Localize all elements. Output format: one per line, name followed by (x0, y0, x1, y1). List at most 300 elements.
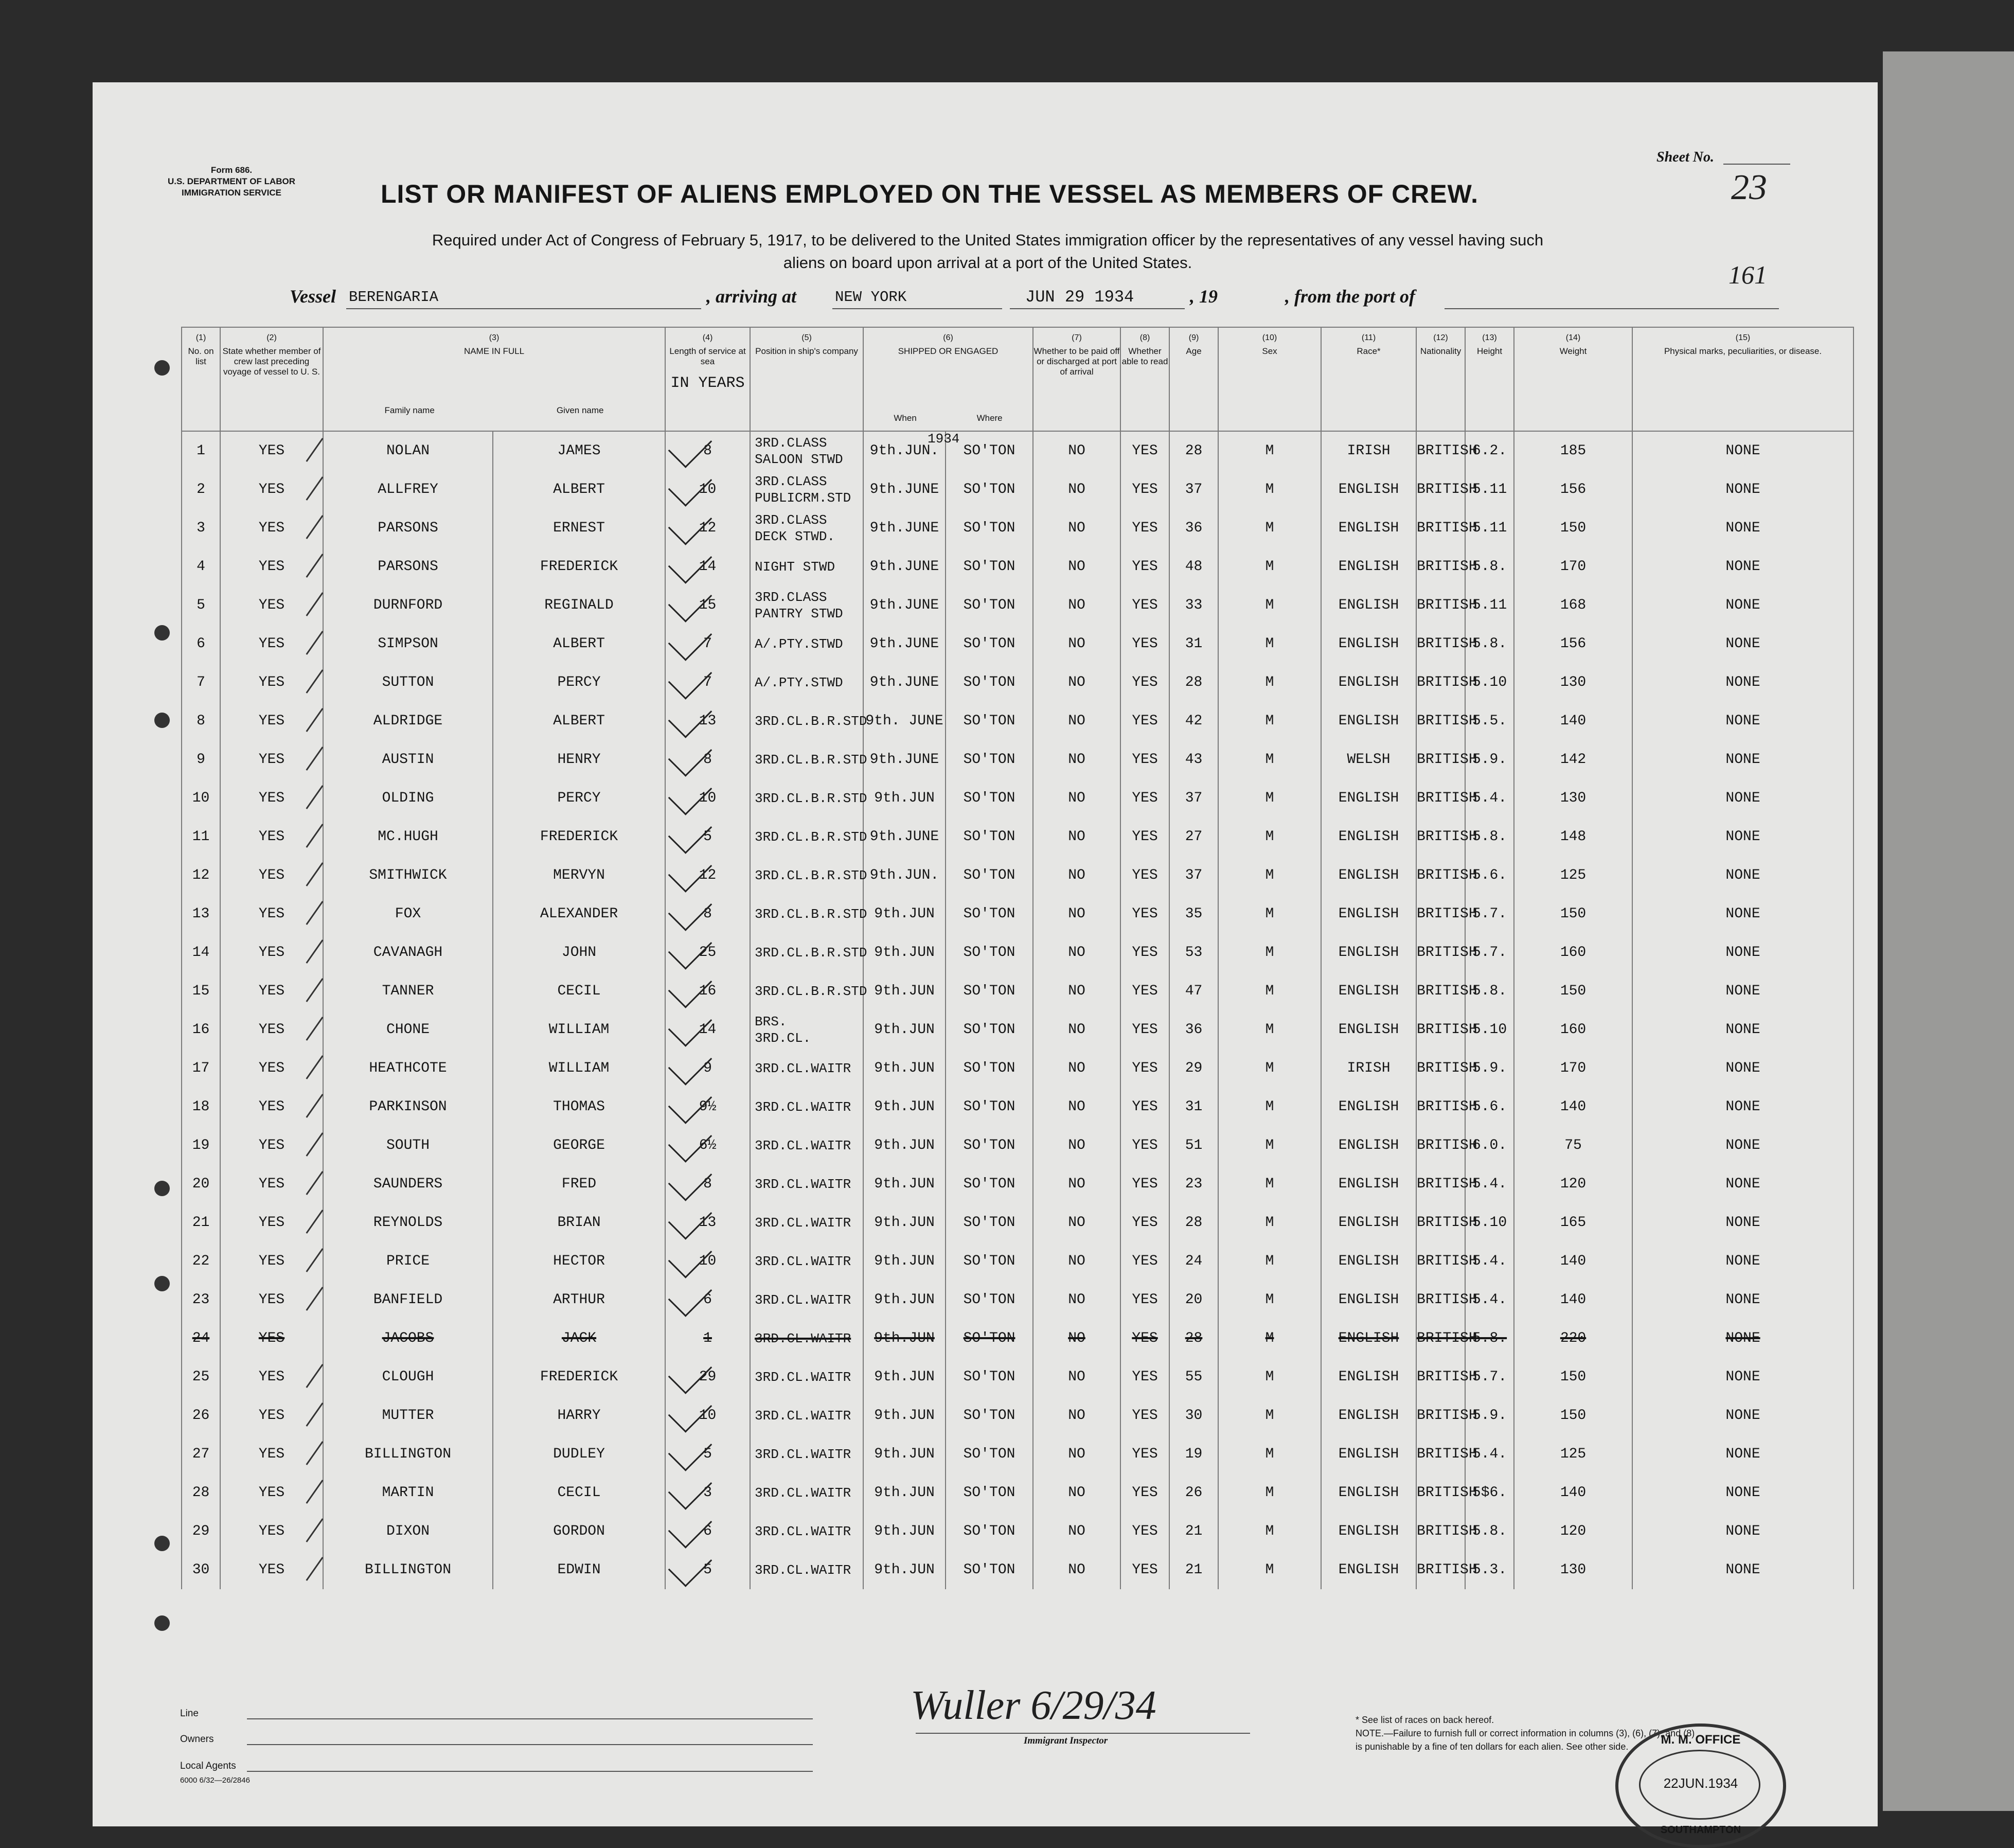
cell-able-to-read: YES (1120, 509, 1169, 547)
position-line-2: PUBLICRM.STD (755, 490, 851, 506)
cell-paid-off: NO (1033, 1010, 1120, 1049)
cell-sex: M (1218, 547, 1321, 586)
cell-weight: 168 (1514, 586, 1632, 625)
cell-given-name: ARTHUR (493, 1281, 665, 1319)
cell-previous-voyage: YES (220, 470, 323, 509)
signature-underline (916, 1733, 1250, 1734)
cell-previous-voyage: YES (220, 1165, 323, 1203)
table-row (182, 509, 1853, 547)
cell-age: 23 (1169, 1165, 1218, 1203)
cell-sex: M (1218, 1435, 1321, 1473)
cell-row-number: 25 (182, 1358, 220, 1396)
cell-shipped-when: 9th.JUNE (863, 509, 946, 547)
cell-service-years: 6 (665, 1281, 750, 1319)
cell-previous-voyage: YES (220, 779, 323, 818)
cell-weight: 130 (1514, 1551, 1632, 1589)
cell-age: 31 (1169, 1088, 1218, 1126)
table-row (182, 972, 1853, 1010)
cell-age: 42 (1169, 702, 1218, 740)
cell-weight: 142 (1514, 740, 1632, 779)
cell-shipped-when: 9th.JUN (863, 933, 946, 972)
year-label: , 19 (1190, 286, 1218, 307)
cell-row-number: 15 (182, 972, 220, 1010)
cell-position (750, 663, 863, 702)
cell-paid-off: NO (1033, 1088, 1120, 1126)
cell-height: 5.7. (1465, 1358, 1514, 1396)
cell-given-name: HARRY (493, 1396, 665, 1435)
cell-nationality: BRITISH (1416, 1435, 1465, 1473)
cell-height: 5.4. (1465, 779, 1514, 818)
cell-height: 5.3. (1465, 1551, 1514, 1589)
cell-race: ENGLISH (1321, 1551, 1416, 1589)
cell-weight: 140 (1514, 1088, 1632, 1126)
cell-able-to-read: YES (1120, 856, 1169, 895)
cell-height: 5.8. (1465, 1319, 1514, 1358)
cell-height: 5$6. (1465, 1473, 1514, 1512)
position-line-2: 3RD.CL.B.R.STD (755, 983, 867, 999)
cell-age: 27 (1169, 818, 1218, 856)
cell-family-name: ALDRIDGE (323, 702, 493, 740)
table-row (182, 625, 1853, 663)
date-underline (1010, 308, 1185, 309)
cell-row-number: 10 (182, 779, 220, 818)
cell-sex: M (1218, 1319, 1321, 1358)
cell-able-to-read: YES (1120, 702, 1169, 740)
cell-service-years: 15 (665, 586, 750, 625)
cell-row-number: 7 (182, 663, 220, 702)
cell-paid-off: NO (1033, 818, 1120, 856)
cell-nationality: BRITISH (1416, 702, 1465, 740)
cell-shipped-when: 9th.JUN (863, 1165, 946, 1203)
cell-paid-off: NO (1033, 1049, 1120, 1088)
cell-sex: M (1218, 1512, 1321, 1551)
cell-position (750, 586, 863, 625)
position-line-2: 3RD.CL.WAITR (755, 1562, 851, 1578)
arriving-label: , arriving at (706, 286, 797, 307)
arrival-date-stamp: JUN 29 1934 (1025, 288, 1134, 307)
sheet-label: Sheet No. (1656, 149, 1714, 165)
cell-able-to-read: YES (1120, 1551, 1169, 1589)
cell-race: ENGLISH (1321, 1358, 1416, 1396)
cell-service-years: 8 (665, 431, 750, 470)
cell-physical-marks: NONE (1632, 1396, 1853, 1435)
cell-height: 5.9. (1465, 1396, 1514, 1435)
cell-row-number: 16 (182, 1010, 220, 1049)
cell-row-number: 21 (182, 1203, 220, 1242)
position-line-2: 3RD.CL.WAITR (755, 1099, 851, 1115)
cell-position (750, 1473, 863, 1512)
cell-weight: 120 (1514, 1512, 1632, 1551)
cell-sex: M (1218, 1473, 1321, 1512)
table-row (182, 663, 1853, 702)
binder-hole (154, 360, 170, 376)
cell-given-name: WILLIAM (493, 1049, 665, 1088)
cell-able-to-read: YES (1120, 431, 1169, 470)
cell-nationality: BRITISH (1416, 1126, 1465, 1165)
cell-physical-marks: NONE (1632, 1010, 1853, 1049)
position-line-2: NIGHT STWD (755, 559, 835, 575)
cell-given-name: BRIAN (493, 1203, 665, 1242)
cell-shipped-where: SO'TON (946, 547, 1033, 586)
cell-sex: M (1218, 1203, 1321, 1242)
cell-given-name: WILLIAM (493, 1010, 665, 1049)
cell-nationality: BRITISH (1416, 547, 1465, 586)
cell-nationality: BRITISH (1416, 1010, 1465, 1049)
cell-race: ENGLISH (1321, 1281, 1416, 1319)
cell-weight: 150 (1514, 972, 1632, 1010)
cell-height: 5.10 (1465, 1010, 1514, 1049)
cell-height: 5.8. (1465, 818, 1514, 856)
cell-previous-voyage: YES (220, 1396, 323, 1435)
cell-service-years: 7 (665, 625, 750, 663)
cell-shipped-where: SO'TON (946, 1281, 1033, 1319)
cell-age: 26 (1169, 1473, 1218, 1512)
cell-service-years: 29 (665, 1358, 750, 1396)
cell-paid-off: NO (1033, 547, 1120, 586)
cell-given-name: CECIL (493, 972, 665, 1010)
cell-nationality: BRITISH (1416, 1319, 1465, 1358)
table-row (182, 1281, 1853, 1319)
cell-nationality: BRITISH (1416, 933, 1465, 972)
cell-service-years: 14 (665, 1010, 750, 1049)
cell-shipped-where: SO'TON (946, 972, 1033, 1010)
binder-hole (154, 713, 170, 728)
cell-age: 28 (1169, 1203, 1218, 1242)
cell-position (750, 972, 867, 1010)
cell-physical-marks: NONE (1632, 1473, 1853, 1512)
cell-able-to-read: YES (1120, 740, 1169, 779)
stamp-top-text: M. M. OFFICE (1661, 1733, 1741, 1747)
col-shipped: (6) SHIPPED OR ENGAGED When Where (863, 327, 1033, 431)
cell-previous-voyage: YES (220, 1512, 323, 1551)
cell-shipped-when: 9th.JUN (863, 1473, 946, 1512)
cell-race: ENGLISH (1321, 547, 1416, 586)
cell-position (750, 1319, 863, 1358)
cell-paid-off: NO (1033, 663, 1120, 702)
cell-position (750, 779, 867, 818)
cell-weight: 125 (1514, 856, 1632, 895)
cell-weight: 160 (1514, 933, 1632, 972)
cell-weight: 170 (1514, 547, 1632, 586)
cell-family-name: SOUTH (323, 1126, 493, 1165)
cell-nationality: BRITISH (1416, 1473, 1465, 1512)
cell-shipped-where: SO'TON (946, 1242, 1033, 1281)
cell-nationality: BRITISH (1416, 1551, 1465, 1589)
cell-race: ENGLISH (1321, 818, 1416, 856)
cell-weight: 140 (1514, 1281, 1632, 1319)
binder-hole (154, 625, 170, 641)
cell-service-years: 25 (665, 933, 750, 972)
cell-family-name: BILLINGTON (323, 1435, 493, 1473)
cell-weight: 125 (1514, 1435, 1632, 1473)
cell-given-name: JACK (493, 1319, 665, 1358)
cell-race: ENGLISH (1321, 895, 1416, 933)
table-row (182, 1088, 1853, 1126)
cell-age: 20 (1169, 1281, 1218, 1319)
cell-paid-off: NO (1033, 586, 1120, 625)
cell-shipped-where: SO'TON (946, 1512, 1033, 1551)
cell-previous-voyage: YES (220, 895, 323, 933)
cell-family-name: SIMPSON (323, 625, 493, 663)
cell-race: ENGLISH (1321, 1203, 1416, 1242)
cell-position (750, 895, 867, 933)
cell-sex: M (1218, 740, 1321, 779)
cell-shipped-when: 9th.JUNE (863, 547, 946, 586)
cell-physical-marks: NONE (1632, 1203, 1853, 1242)
cell-sex: M (1218, 1396, 1321, 1435)
cell-nationality: BRITISH (1416, 972, 1465, 1010)
cell-nationality: BRITISH (1416, 586, 1465, 625)
cell-nationality: BRITISH (1416, 1165, 1465, 1203)
col-physical-marks: (15) Physical marks, peculiarities, or disease. (1632, 327, 1853, 431)
cell-given-name: GEORGE (493, 1126, 665, 1165)
cell-nationality: BRITISH (1416, 1203, 1465, 1242)
col-age: (9) Age (1169, 327, 1218, 431)
cell-previous-voyage: YES (220, 856, 323, 895)
cell-given-name: REGINALD (493, 586, 665, 625)
position-line-1: 3RD.CLASS (755, 512, 827, 528)
cell-paid-off: NO (1033, 1473, 1120, 1512)
cell-race: ENGLISH (1321, 586, 1416, 625)
table-row (182, 431, 1853, 470)
cell-family-name: NOLAN (323, 431, 493, 470)
inspector-label: Immigrant Inspector (1024, 1735, 1108, 1746)
cell-age: 31 (1169, 625, 1218, 663)
cell-row-number: 18 (182, 1088, 220, 1126)
table-row (182, 547, 1853, 586)
table-row (182, 586, 1853, 625)
cell-race: ENGLISH (1321, 1242, 1416, 1281)
cell-able-to-read: YES (1120, 1049, 1169, 1088)
cell-race: ENGLISH (1321, 779, 1416, 818)
cell-previous-voyage: YES (220, 547, 323, 586)
cell-family-name: BANFIELD (323, 1281, 493, 1319)
cell-nationality: BRITISH (1416, 663, 1465, 702)
cell-position (750, 1088, 863, 1126)
cell-height: 5.6. (1465, 856, 1514, 895)
cell-paid-off: NO (1033, 509, 1120, 547)
cell-given-name: FREDERICK (493, 1358, 665, 1396)
cell-row-number: 11 (182, 818, 220, 856)
cell-family-name: OLDING (323, 779, 493, 818)
cell-family-name: MC.HUGH (323, 818, 493, 856)
cell-weight: 150 (1514, 509, 1632, 547)
cell-sex: M (1218, 509, 1321, 547)
cell-sex: M (1218, 818, 1321, 856)
cell-race: ENGLISH (1321, 1435, 1416, 1473)
form-header (159, 165, 304, 199)
position-line-2: SALOON STWD (755, 451, 843, 467)
position-line-2: 3RD.CL. (755, 1030, 811, 1046)
cell-physical-marks: NONE (1632, 740, 1853, 779)
cell-sex: M (1218, 431, 1321, 470)
table-row (182, 1473, 1853, 1512)
cell-race: ENGLISH (1321, 625, 1416, 663)
position-line-2: 3RD.CL.WAITR (755, 1060, 851, 1076)
cell-able-to-read: YES (1120, 1435, 1169, 1473)
cell-height: 5.10 (1465, 1203, 1514, 1242)
cell-nationality: BRITISH (1416, 779, 1465, 818)
cell-height: 5.5. (1465, 702, 1514, 740)
cell-able-to-read: YES (1120, 1473, 1169, 1512)
table-row (182, 1242, 1853, 1281)
subtitle-line-1: Required under Act of Congress of February 5, 1917, to be delivered to the United States immigration officer by the representatives of any vessel having such (432, 231, 1544, 249)
cell-service-years: 8 (665, 740, 750, 779)
cell-given-name: JOHN (493, 933, 665, 972)
cell-weight: 156 (1514, 470, 1632, 509)
cell-given-name: FRED (493, 1165, 665, 1203)
cell-family-name: ALLFREY (323, 470, 493, 509)
in-years-note: IN YEARS (670, 375, 745, 392)
cell-given-name: ALBERT (493, 702, 665, 740)
sheet-number: 23 (1731, 168, 1767, 207)
year-note: 1934 (928, 431, 960, 447)
back-sheet (1883, 51, 2014, 1811)
cell-row-number: 26 (182, 1396, 220, 1435)
cell-previous-voyage: YES (220, 1203, 323, 1242)
cell-row-number: 27 (182, 1435, 220, 1473)
table-row (182, 779, 1853, 818)
cell-service-years: 5 (665, 818, 750, 856)
vessel-underline (346, 308, 701, 309)
position-line-2: 3RD.CL.WAITR (755, 1292, 851, 1308)
position-line-2: 3RD.CL.WAITR (755, 1176, 851, 1192)
cell-position (750, 1165, 863, 1203)
cell-previous-voyage: YES (220, 1049, 323, 1088)
cell-row-number: 19 (182, 1126, 220, 1165)
cell-weight: 185 (1514, 431, 1632, 470)
cell-paid-off: NO (1033, 431, 1120, 470)
position-line-2: PANTRY STWD (755, 606, 843, 621)
owners-label: Owners (180, 1734, 214, 1745)
cell-weight: 150 (1514, 895, 1632, 933)
cell-height: 5.11 (1465, 586, 1514, 625)
cell-paid-off: NO (1033, 1512, 1120, 1551)
position-line-2: 3RD.CL.B.R.STD (755, 867, 867, 883)
cell-nationality: BRITISH (1416, 895, 1465, 933)
cell-shipped-where: SO'TON (946, 740, 1033, 779)
cell-able-to-read: YES (1120, 779, 1169, 818)
cell-previous-voyage: YES (220, 1281, 323, 1319)
cell-service-years: 7 (665, 663, 750, 702)
table-row (182, 1010, 1853, 1049)
cell-service-years: 14 (665, 547, 750, 586)
col-given-name: Given name (556, 405, 604, 415)
line-label: Line (180, 1708, 199, 1719)
cell-service-years: 3 (665, 1473, 750, 1512)
cell-sex: M (1218, 586, 1321, 625)
cell-shipped-where: SO'TON (946, 1203, 1033, 1242)
cell-shipped-when: 9th.JUN (863, 972, 946, 1010)
cell-weight: 165 (1514, 1203, 1632, 1242)
position-line-2: 3RD.CL.WAITR (755, 1408, 851, 1424)
table-row (182, 702, 1853, 740)
cell-service-years: 16 (665, 972, 750, 1010)
cell-race: ENGLISH (1321, 509, 1416, 547)
col-race: (11) Race* (1321, 327, 1416, 431)
cell-nationality: BRITISH (1416, 740, 1465, 779)
cell-shipped-when: 9th.JUNE (863, 740, 946, 779)
agents-underline (247, 1771, 813, 1772)
agents-label: Local Agents (180, 1761, 236, 1771)
cell-able-to-read: YES (1120, 1126, 1169, 1165)
cell-physical-marks: NONE (1632, 779, 1853, 818)
cell-sex: M (1218, 972, 1321, 1010)
cell-weight: 75 (1514, 1126, 1632, 1165)
col-where: Where (976, 413, 1003, 423)
cell-row-number: 12 (182, 856, 220, 895)
cell-shipped-where: SO'TON (946, 1165, 1033, 1203)
cell-shipped-where: SO'TON (946, 818, 1033, 856)
cell-service-years: 13 (665, 702, 750, 740)
cell-height: 5.9. (1465, 740, 1514, 779)
cell-service-years: 10 (665, 1396, 750, 1435)
vessel-name: BERENGARIA (349, 289, 439, 306)
cell-physical-marks: NONE (1632, 431, 1853, 470)
table-row (182, 740, 1853, 779)
cell-sex: M (1218, 779, 1321, 818)
vessel-line (290, 286, 1781, 316)
cell-sex: M (1218, 856, 1321, 895)
cell-given-name: PERCY (493, 663, 665, 702)
cell-able-to-read: YES (1120, 1088, 1169, 1126)
cell-height: 5.10 (1465, 663, 1514, 702)
cell-height: 6.2. (1465, 431, 1514, 470)
cell-able-to-read: YES (1120, 625, 1169, 663)
cell-row-number: 28 (182, 1473, 220, 1512)
position-line-2: 3RD.CL.WAITR (755, 1215, 851, 1231)
position-line-2: 3RD.CL.WAITR (755, 1523, 851, 1539)
cell-sex: M (1218, 1281, 1321, 1319)
cell-row-number: 30 (182, 1551, 220, 1589)
cell-family-name: SUTTON (323, 663, 493, 702)
cell-weight: 170 (1514, 1049, 1632, 1088)
cell-service-years: 9½ (665, 1088, 750, 1126)
cell-row-number: 9 (182, 740, 220, 779)
cell-shipped-where: SO'TON (946, 895, 1033, 933)
header-row (182, 327, 1853, 431)
cell-shipped-where: SO'TON (946, 1396, 1033, 1435)
cell-physical-marks: NONE (1632, 547, 1853, 586)
cell-paid-off: NO (1033, 1281, 1120, 1319)
cell-age: 43 (1169, 740, 1218, 779)
position-line-2: 3RD.CL.B.R.STD (755, 945, 867, 961)
cell-row-number: 6 (182, 625, 220, 663)
cell-physical-marks: NONE (1632, 1088, 1853, 1126)
cell-sex: M (1218, 1358, 1321, 1396)
cell-able-to-read: YES (1120, 1203, 1169, 1242)
cell-previous-voyage: YES (220, 1435, 323, 1473)
cell-family-name: PARSONS (323, 509, 493, 547)
position-line-2: 3RD.CL.B.R.STD (755, 790, 867, 806)
cell-race: WELSH (1321, 740, 1416, 779)
cell-height: 5.9. (1465, 1049, 1514, 1088)
cell-shipped-where: SO'TON (946, 625, 1033, 663)
col-previous-voyage: (2) State whether member of crew last preceding voyage of vessel to U. S. (220, 327, 323, 431)
col-paid-off: (7) Whether to be paid off or discharged at port of arrival (1033, 327, 1120, 431)
cell-height: 6.0. (1465, 1126, 1514, 1165)
cell-previous-voyage: YES (220, 586, 323, 625)
cell-row-number: 22 (182, 1242, 220, 1281)
cell-row-number: 8 (182, 702, 220, 740)
cell-previous-voyage: YES (220, 1126, 323, 1165)
col-nationality: (12) Nationality (1416, 327, 1465, 431)
cell-nationality: BRITISH (1416, 1396, 1465, 1435)
cell-sex: M (1218, 1049, 1321, 1088)
cell-previous-voyage: YES (220, 509, 323, 547)
southampton-office-stamp (1615, 1723, 1786, 1848)
cell-paid-off: NO (1033, 1203, 1120, 1242)
